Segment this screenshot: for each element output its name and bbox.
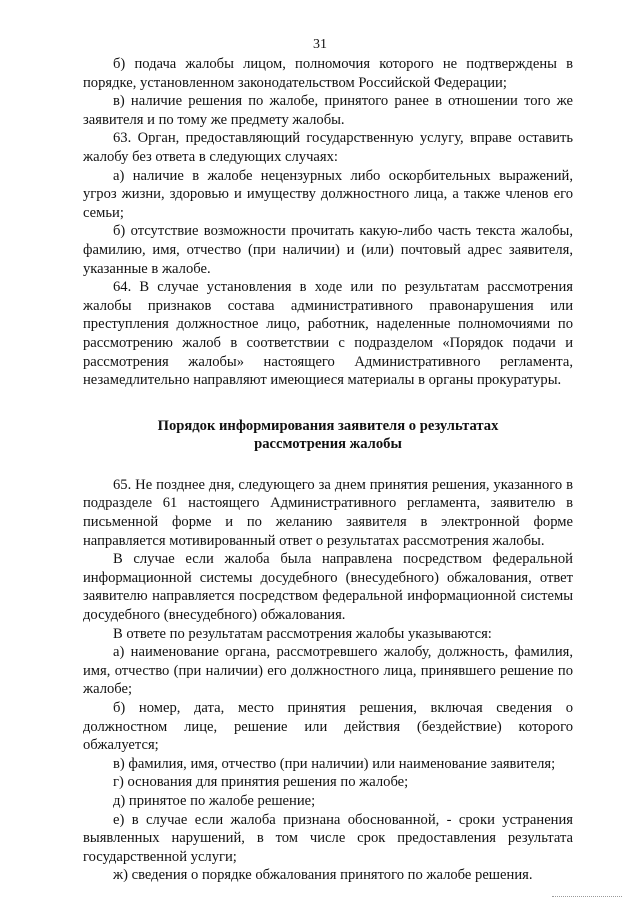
list-item: е) в случае если жалоба признана обоснованной, - сроки устранения выявленных нарушений, в том числе срок предоставления результата государственной услуги;	[83, 811, 573, 865]
paragraph: а) наличие в жалобе нецензурных либо оскорбительных выражений, угроз жизни, здоровью и имуществу должностного лица, а также членов его семьи;	[83, 167, 573, 221]
paragraph: В случае если жалоба была направлена посредством федеральной информационной системы досудебного (внесудебного) обжалования, ответ заявителю направляется посредством федеральной информационной системы досудебного (внесудебного) обжалования.	[83, 551, 573, 624]
list-item: д) принятое по жалобе решение;	[113, 792, 316, 809]
scan-mark	[552, 896, 622, 899]
section-heading-line: рассмотрения жалобы	[254, 436, 402, 453]
list-item: г) основания для принятия решения по жалобе;	[113, 774, 409, 791]
section-heading-line: Порядок информирования заявителя о результатах	[157, 417, 499, 434]
paragraph: б) подача жалобы лицом, полномочия которого не подтверждены в порядке, установленном законодательством Российской Федерации;	[83, 56, 573, 91]
list-item: ж) сведения о порядке обжалования принятого по жалобе решения.	[113, 867, 533, 884]
section-heading	[83, 417, 573, 454]
document-body	[83, 55, 573, 885]
list-item: б) номер, дата, место принятия решения, включая сведения о должностном лице, решение или действия (бездействие) которого обжалуется;	[83, 700, 573, 754]
paragraph: В ответе по результатам рассмотрения жалобы указываются:	[113, 625, 492, 642]
paragraph-65: 65. Не позднее дня, следующего за днем принятия решения, указанного в подразделе 61 настоящего Административного регламента, заявителю в письменной форме и по желанию заявителя в электронной форме направляется мотивированный ответ о результатах рассмотрения жалобы.	[83, 476, 573, 549]
list-item: в) фамилия, имя, отчество (при наличии) или наименование заявителя;	[113, 755, 556, 772]
list-item: а) наименование органа, рассмотревшего жалобу, должность, фамилия, имя, отчество (при наличии) его должностного лица, принявшего решение по жалобе;	[83, 644, 573, 698]
paragraph-64: 64. В случае установления в ходе или по результатам рассмотрения жалобы признаков состава административного правонарушения или преступления должностное лицо, работник, наделенные полномочиями по рассмотрению жалоб в соответствии с подразделом «Порядок подачи и рассмотрения жалобы» настоящего Административного регламента, незамедлительно направляют имеющиеся материалы в органы прокуратуры.	[83, 279, 573, 389]
paragraph: б) отсутствие возможности прочитать какую-либо часть текста жалобы, фамилию, имя, отчество (при наличии) и (или) почтовый адрес заявителя, указанные в жалобе.	[83, 223, 573, 277]
paragraph: в) наличие решения по жалобе, принятого ранее в отношении того же заявителя и по тому же предмету жалобы.	[83, 93, 573, 128]
paragraph-63: 63. Орган, предоставляющий государственную услугу, вправе оставить жалобу без ответа в следующих случаях:	[83, 130, 573, 165]
page-number: 31	[313, 37, 327, 52]
